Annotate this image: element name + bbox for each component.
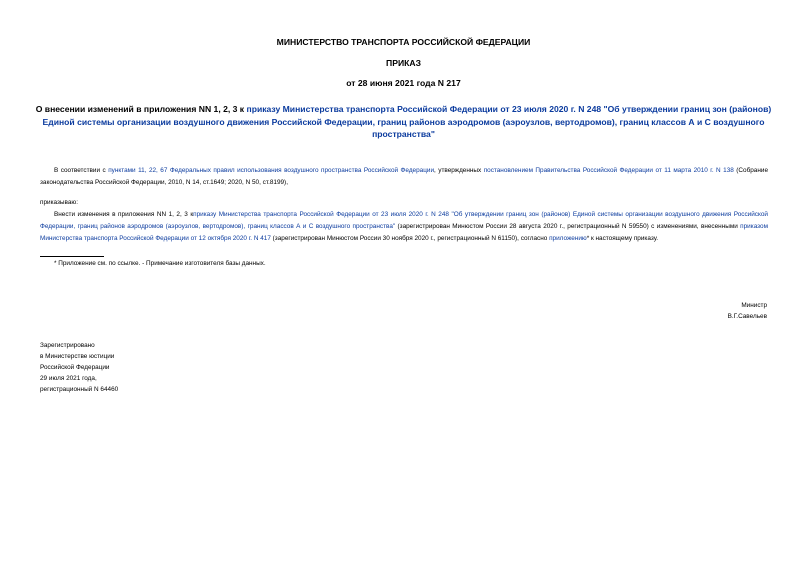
link-appendix[interactable]: приложению bbox=[549, 235, 587, 242]
document-date: от 28 июня 2021 года N 217 bbox=[346, 78, 461, 88]
registration-line: регистрационный N 64460 bbox=[40, 386, 119, 393]
signature-name: В.Г.Савельев bbox=[727, 313, 767, 320]
registration-line: Зарегистрировано bbox=[40, 342, 95, 349]
order-text-2: (зарегистрирован Минюстом России 28 августа 2020 г., регистрационный N 59550) с изменениями, внесенными bbox=[395, 223, 741, 230]
link-order-417[interactable]: приказом Министерства транспорта Российской Федерации от 12 октября 2020 г. N 417 bbox=[40, 223, 768, 242]
ministry-heading: МИНИСТЕРСТВО ТРАНСПОРТА РОССИЙСКОЙ ФЕДЕРАЦИИ bbox=[276, 37, 531, 47]
registration-line: 29 июля 2021 года, bbox=[40, 375, 97, 382]
order-word: приказываю: bbox=[40, 199, 78, 206]
preamble-text-3: (Собрание законодательства Российской Федерации, 2010, N 14, ст.1649; 2020, N 50, ст.8199), bbox=[40, 167, 768, 186]
registration-line: Российской Федерации bbox=[40, 364, 110, 371]
preamble-text-1: В соответствии с bbox=[54, 167, 109, 174]
document-type: ПРИКАЗ bbox=[386, 58, 421, 68]
link-order-248[interactable]: приказу Министерства транспорта Российской Федерации от 23 июля 2020 г. N 248 "Об утверждении границ зон (районов) Единой системы организации воздушного движения Российской Федерации, границ районов аэродромов (аэроузлов, вертодромов), границ классов А и С воздушного пространства" bbox=[40, 211, 768, 230]
order-text-1: Внести изменения в приложения NN 1, 2, 3 к bbox=[54, 211, 194, 218]
footnote: * Приложение см. по ссылке. - Примечание изготовителя базы данных. bbox=[54, 260, 266, 267]
order-text-4: * к настоящему приказу. bbox=[586, 235, 659, 242]
preamble-paragraph bbox=[40, 165, 768, 189]
registration-line: в Министерстве юстиции bbox=[40, 353, 115, 360]
signature-position: Министр bbox=[741, 302, 767, 309]
preamble-text-2: , утвержденных bbox=[434, 167, 484, 174]
footnote-divider bbox=[40, 256, 104, 257]
order-text-3: (зарегистрирован Минюстом России 30 ноября 2020 г., регистрационный N 61150), согласно bbox=[270, 235, 550, 242]
registration-block bbox=[40, 340, 118, 395]
link-government-decree-138[interactable]: постановлением Правительства Российской Федерации от 11 марта 2010 г. N 138 bbox=[483, 167, 734, 174]
document-title bbox=[30, 103, 777, 141]
title-link-order-248[interactable]: приказу Министерства транспорта Российской Федерации от 23 июля 2020 г. N 248 "Об утверждении границ зон (районов) Единой системы организации воздушного движения Российской Федерации, границ районов аэродромов (аэроузлов, вертодромов), границ классов А и С воздушного пространства" bbox=[42, 104, 772, 139]
link-federal-rules-points[interactable]: пунктами 11, 22, 67 Федеральных правил использования воздушного пространства Российской Федерации bbox=[108, 167, 435, 174]
title-prefix: О внесении изменений в приложения NN 1, 2, 3 к bbox=[35, 104, 247, 114]
order-paragraph bbox=[40, 209, 768, 245]
